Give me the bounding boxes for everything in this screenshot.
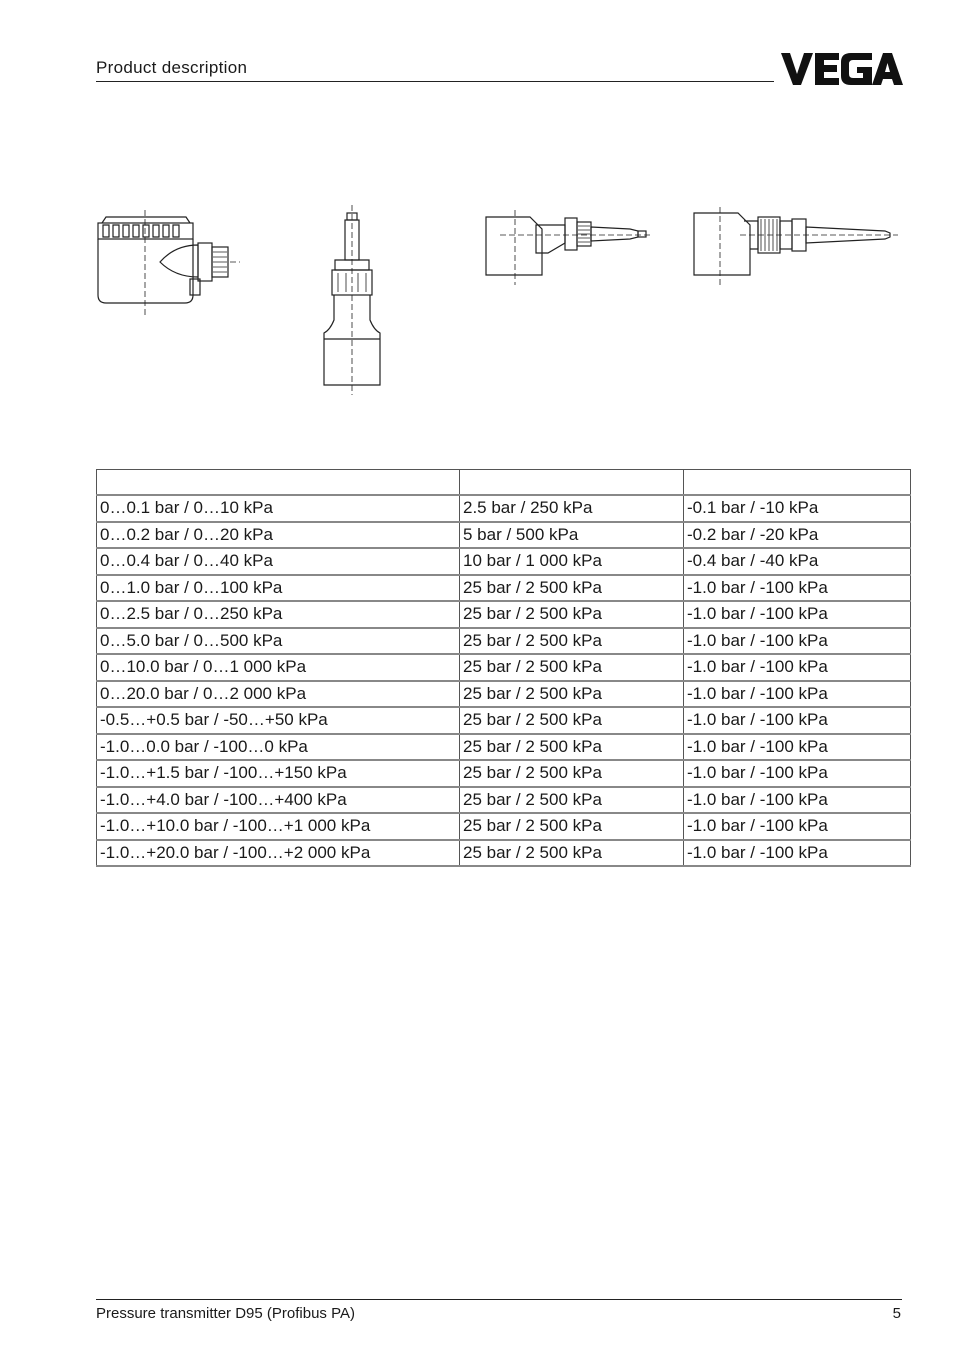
header-cell-1 [97,470,460,496]
range-cell: 0…5.0 bar / 0…500 kPa [97,628,460,655]
table-row [97,548,911,575]
vacuum-cell: -1.0 bar / -100 kPa [684,654,911,681]
device-drawings [90,205,910,405]
range-cell: 0…2.5 bar / 0…250 kPa [97,601,460,628]
table-row [97,681,911,708]
overload-cell: 25 bar / 2 500 kPa [460,601,684,628]
vega-logo [781,52,903,86]
connector-drawing-1 [486,210,650,285]
vacuum-cell: -1.0 bar / -100 kPa [684,707,911,734]
header-rule [96,81,774,82]
vacuum-cell: -0.1 bar / -10 kPa [684,495,911,522]
overload-cell: 25 bar / 2 500 kPa [460,575,684,602]
range-cell: -1.0…+1.5 bar / -100…+150 kPa [97,760,460,787]
header-cell-2 [460,470,684,496]
footer-rule [96,1299,902,1300]
range-cell: 0…0.2 bar / 0…20 kPa [97,522,460,549]
page-number: 5 [892,1305,901,1322]
vacuum-cell: -1.0 bar / -100 kPa [684,601,911,628]
overload-cell: 25 bar / 2 500 kPa [460,760,684,787]
overload-cell: 25 bar / 2 500 kPa [460,840,684,867]
overload-cell: 25 bar / 2 500 kPa [460,707,684,734]
table-row [97,654,911,681]
table-header-row [97,470,911,496]
overload-cell: 25 bar / 2 500 kPa [460,813,684,840]
overload-cell: 2.5 bar / 250 kPa [460,495,684,522]
transmitter-drawing [324,205,380,395]
table-row [97,840,911,867]
table-row [97,628,911,655]
vacuum-cell: -0.4 bar / -40 kPa [684,548,911,575]
measuring-range-table [96,469,911,867]
vacuum-cell: -1.0 bar / -100 kPa [684,681,911,708]
overload-cell: 25 bar / 2 500 kPa [460,628,684,655]
overload-cell: 5 bar / 500 kPa [460,522,684,549]
footer-title: Pressure transmitter D95 (Profibus PA) [96,1305,355,1322]
range-cell: 0…0.4 bar / 0…40 kPa [97,548,460,575]
connector-drawing-2 [694,207,898,285]
vacuum-cell: -1.0 bar / -100 kPa [684,575,911,602]
vacuum-cell: -1.0 bar / -100 kPa [684,628,911,655]
range-cell: -1.0…+10.0 bar / -100…+1 000 kPa [97,813,460,840]
table-row [97,734,911,761]
range-cell: 0…10.0 bar / 0…1 000 kPa [97,654,460,681]
table-row [97,787,911,814]
table-row [97,575,911,602]
header-cell-3 [684,470,911,496]
table-row [97,760,911,787]
overload-cell: 10 bar / 1 000 kPa [460,548,684,575]
range-cell: -1.0…0.0 bar / -100…0 kPa [97,734,460,761]
range-cell: 0…0.1 bar / 0…10 kPa [97,495,460,522]
range-cell: -1.0…+4.0 bar / -100…+400 kPa [97,787,460,814]
table-row [97,495,911,522]
range-cell: -0.5…+0.5 bar / -50…+50 kPa [97,707,460,734]
table-row [97,707,911,734]
housing-drawing [98,210,240,315]
vacuum-cell: -1.0 bar / -100 kPa [684,734,911,761]
header-title: Product description [96,58,248,77]
overload-cell: 25 bar / 2 500 kPa [460,787,684,814]
range-cell: -1.0…+20.0 bar / -100…+2 000 kPa [97,840,460,867]
overload-cell: 25 bar / 2 500 kPa [460,654,684,681]
range-cell: 0…20.0 bar / 0…2 000 kPa [97,681,460,708]
vacuum-cell: -1.0 bar / -100 kPa [684,787,911,814]
vacuum-cell: -0.2 bar / -20 kPa [684,522,911,549]
table-row [97,813,911,840]
vacuum-cell: -1.0 bar / -100 kPa [684,813,911,840]
table-row [97,601,911,628]
table-row [97,522,911,549]
overload-cell: 25 bar / 2 500 kPa [460,734,684,761]
range-cell: 0…1.0 bar / 0…100 kPa [97,575,460,602]
vacuum-cell: -1.0 bar / -100 kPa [684,840,911,867]
overload-cell: 25 bar / 2 500 kPa [460,681,684,708]
vacuum-cell: -1.0 bar / -100 kPa [684,760,911,787]
